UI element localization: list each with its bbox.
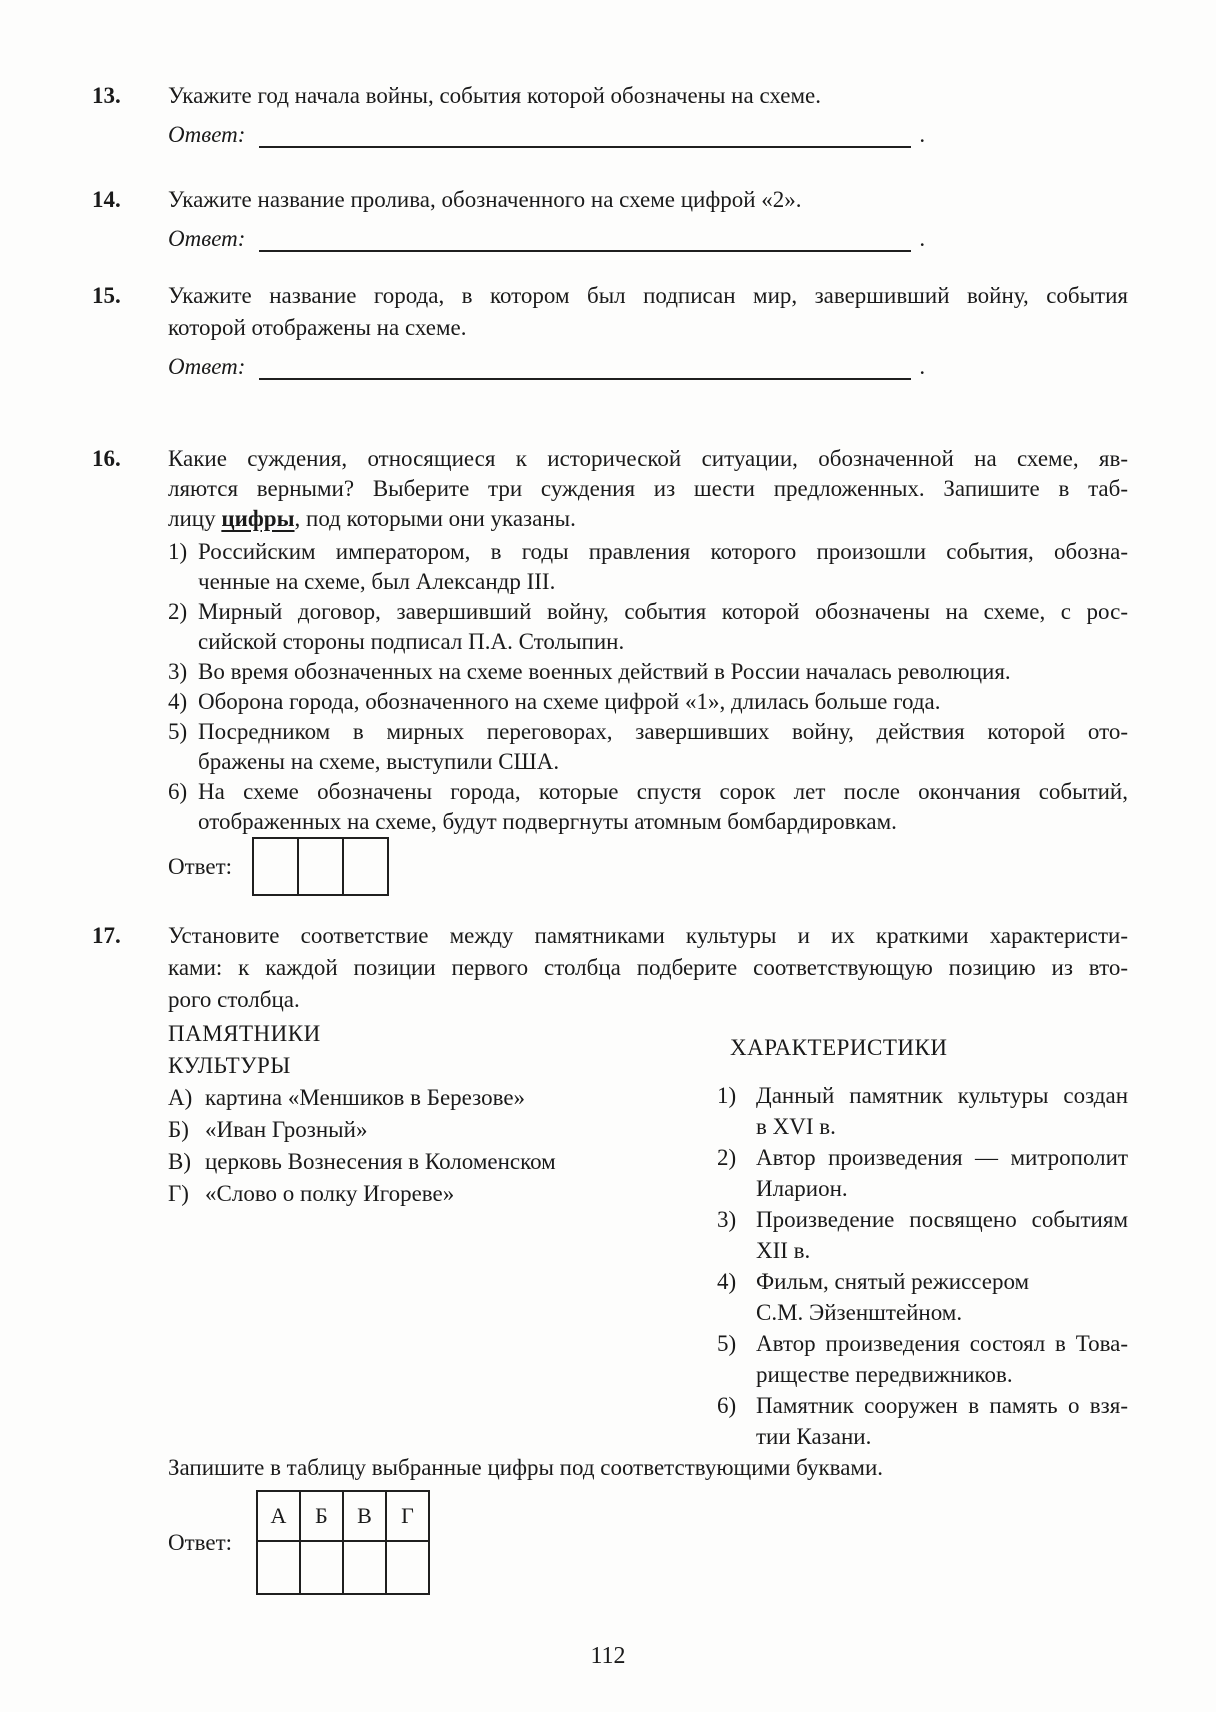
right-item-line: в XVI в. bbox=[756, 1114, 836, 1139]
question-number: 17. bbox=[92, 923, 121, 948]
answer-table-input-cell[interactable] bbox=[257, 1541, 300, 1594]
left-item-letter: Г) bbox=[168, 1181, 189, 1206]
answer-row bbox=[168, 220, 1128, 258]
right-item-number: 3) bbox=[717, 1207, 737, 1232]
right-item-line: Иларион. bbox=[756, 1176, 848, 1201]
right-item bbox=[717, 1328, 1128, 1390]
monuments-header-line: ПАМЯТНИКИ bbox=[168, 1021, 321, 1046]
list-item-number: 6) bbox=[168, 779, 188, 804]
question-text-line: Укажите название города, в котором был подписан мир, завершивший войну, события bbox=[168, 283, 1128, 308]
answer-row bbox=[168, 348, 1128, 386]
left-item bbox=[168, 1114, 717, 1146]
answer-cell[interactable] bbox=[254, 839, 297, 894]
answer-table bbox=[256, 1490, 430, 1595]
list-item-line: Российским императором, в годы правления которого произошли события, обозна- bbox=[198, 539, 1128, 564]
question-14 bbox=[92, 184, 1128, 258]
answer-underline bbox=[259, 360, 911, 380]
page-number: 112 bbox=[590, 1643, 626, 1669]
list-item-line: Во время обозначенных на схеме военных действий в России началась революция. bbox=[198, 659, 1011, 684]
right-item-line: XII в. bbox=[756, 1238, 811, 1263]
question-16 bbox=[92, 444, 1128, 896]
answer-row bbox=[168, 1490, 1128, 1595]
right-item bbox=[717, 1080, 1128, 1142]
answer-table-input-cell[interactable] bbox=[386, 1541, 429, 1594]
list-item-line: сийской стороны подписал П.А. Столыпин. bbox=[198, 629, 625, 654]
answer-underline bbox=[259, 128, 911, 148]
answer-label: Ответ: bbox=[168, 853, 233, 879]
right-item bbox=[717, 1142, 1128, 1204]
answer-table-header-cell: В bbox=[343, 1491, 386, 1541]
question-text-line: которой отображены на схеме. bbox=[168, 315, 467, 340]
list-item bbox=[168, 687, 1128, 717]
question-text-line: рого столбца. bbox=[168, 987, 300, 1012]
left-item bbox=[168, 1146, 717, 1178]
right-item bbox=[717, 1266, 1128, 1328]
left-item-text: церковь Вознесения в Коломенском bbox=[205, 1149, 556, 1174]
answer-label: Ответ: bbox=[168, 122, 246, 147]
question-text-line: Какие суждения, относящиеся к исторической ситуации, обозначенной на схеме, яв- bbox=[168, 446, 1128, 471]
left-item bbox=[168, 1082, 717, 1114]
answer-table-input-cell[interactable] bbox=[300, 1541, 343, 1594]
right-item-number: 2) bbox=[717, 1145, 737, 1170]
answer-table-header-cell: Г bbox=[386, 1491, 429, 1541]
left-item-text: «Иван Грозный» bbox=[205, 1117, 368, 1142]
right-item-number: 6) bbox=[717, 1393, 737, 1418]
list-item bbox=[168, 537, 1128, 597]
list-item-line: Посредником в мирных переговорах, завершивших войну, действия которой ото- bbox=[198, 719, 1128, 744]
question-15 bbox=[92, 280, 1128, 386]
question-text-line: ками: к каждой позиции первого столбца подберите соответствующую позицию из вто- bbox=[168, 955, 1128, 980]
answer-cell[interactable] bbox=[297, 839, 342, 894]
answer-table-header-cell: Б bbox=[300, 1491, 343, 1541]
right-item-line: Автор произведения — митрополит bbox=[756, 1145, 1128, 1170]
right-item-number: 5) bbox=[717, 1331, 737, 1356]
list-item-number: 4) bbox=[168, 689, 188, 714]
question-13 bbox=[92, 80, 1128, 154]
left-item-text: картина «Меншиков в Березове» bbox=[205, 1085, 526, 1110]
answer-label: Ответ: bbox=[168, 1529, 233, 1555]
answer-grid-3 bbox=[252, 837, 389, 896]
question-17 bbox=[92, 920, 1128, 1595]
right-item bbox=[717, 1390, 1128, 1452]
question-text-line bbox=[168, 504, 1128, 534]
list-item-number: 2) bbox=[168, 599, 188, 624]
right-item-number: 4) bbox=[717, 1269, 737, 1294]
answer-period: . bbox=[919, 226, 926, 251]
question-text-line: ляются верными? Выберите три суждения из шести предложенных. Запишите в таб- bbox=[168, 476, 1128, 501]
list-item-line: бражены на схеме, выступили США. bbox=[198, 749, 560, 774]
answer-period: . bbox=[919, 354, 926, 379]
answer-underline bbox=[259, 232, 911, 252]
list-item-line: Оборона города, обозначенного на схеме цифрой «1», длилась больше года. bbox=[198, 689, 941, 714]
list-item-number: 1) bbox=[168, 539, 188, 564]
answer-table-input-cell[interactable] bbox=[343, 1541, 386, 1594]
list-item bbox=[168, 657, 1128, 687]
right-item-line: Автор произведения состоял в Това- bbox=[756, 1331, 1128, 1356]
answer-label: Ответ: bbox=[168, 354, 246, 379]
characteristics-column bbox=[717, 1018, 1128, 1452]
emphasized-word: цифры bbox=[221, 506, 295, 531]
right-item bbox=[717, 1204, 1128, 1266]
right-item-line: Памятник сооружен в память о взя- bbox=[756, 1393, 1128, 1418]
question-text-line: Укажите название пролива, обозначенного на схеме цифрой «2». bbox=[168, 187, 802, 212]
question-number: 16. bbox=[92, 446, 121, 471]
monuments-column bbox=[168, 1018, 717, 1452]
right-item-line: Данный памятник культуры создан bbox=[756, 1083, 1128, 1108]
answer-label: Ответ: bbox=[168, 226, 246, 251]
intro-tail-prefix: лицу bbox=[168, 506, 222, 531]
closing-instruction: Запишите в таблицу выбранные цифры под соответствующими буквами. bbox=[168, 1455, 884, 1480]
right-item-line: Фильм, снятый режиссером bbox=[756, 1269, 1030, 1294]
answer-period: . bbox=[919, 122, 926, 147]
intro-tail-suffix: , под которыми они указаны. bbox=[294, 506, 576, 531]
monuments-header-line: КУЛЬТУРЫ bbox=[168, 1053, 291, 1078]
list-item-line: Мирный договор, завершивший войну, события которой обозначены на схеме, с рос- bbox=[198, 599, 1128, 624]
question-text-line: Установите соответствие между памятниками культуры и их краткими характеристи- bbox=[168, 923, 1128, 948]
left-item-letter: Б) bbox=[168, 1117, 189, 1142]
question-number: 15. bbox=[92, 283, 121, 308]
right-item-line: тии Казани. bbox=[756, 1424, 872, 1449]
list-item-line: ченные на схеме, был Александр III. bbox=[198, 569, 556, 594]
right-item-number: 1) bbox=[717, 1083, 737, 1108]
answer-cell[interactable] bbox=[342, 839, 387, 894]
list-item-line: отображенных на схеме, будут подвергнуты атомным бомбардировкам. bbox=[198, 809, 897, 834]
answer-table-header-cell: А bbox=[257, 1491, 300, 1541]
list-item-line: На схеме обозначены города, которые спустя сорок лет после окончания событий, bbox=[198, 779, 1128, 804]
list-item bbox=[168, 597, 1128, 657]
list-item-number: 3) bbox=[168, 659, 188, 684]
question-text-line: Укажите год начала войны, события которой обозначены на схеме. bbox=[168, 83, 821, 108]
left-item-text: «Слово о полку Игореве» bbox=[205, 1181, 455, 1206]
left-item-letter: В) bbox=[168, 1149, 191, 1174]
characteristics-header: ХАРАКТЕРИСТИКИ bbox=[730, 1035, 948, 1060]
list-item bbox=[168, 717, 1128, 777]
answer-row bbox=[168, 116, 1128, 154]
left-item bbox=[168, 1178, 717, 1210]
left-item-letter: А) bbox=[168, 1085, 193, 1110]
question-number: 14. bbox=[92, 187, 121, 212]
right-item-line: С.М. Эйзенштейном. bbox=[756, 1300, 963, 1325]
answer-row bbox=[168, 837, 1128, 896]
matching-columns bbox=[168, 1018, 1128, 1452]
question-number: 13. bbox=[92, 83, 121, 108]
list-item bbox=[168, 777, 1128, 837]
statements-list bbox=[168, 537, 1128, 837]
list-item-number: 5) bbox=[168, 719, 188, 744]
right-item-line: риществе передвижников. bbox=[756, 1362, 1013, 1387]
right-item-line: Произведение посвящено событиям bbox=[756, 1207, 1128, 1232]
